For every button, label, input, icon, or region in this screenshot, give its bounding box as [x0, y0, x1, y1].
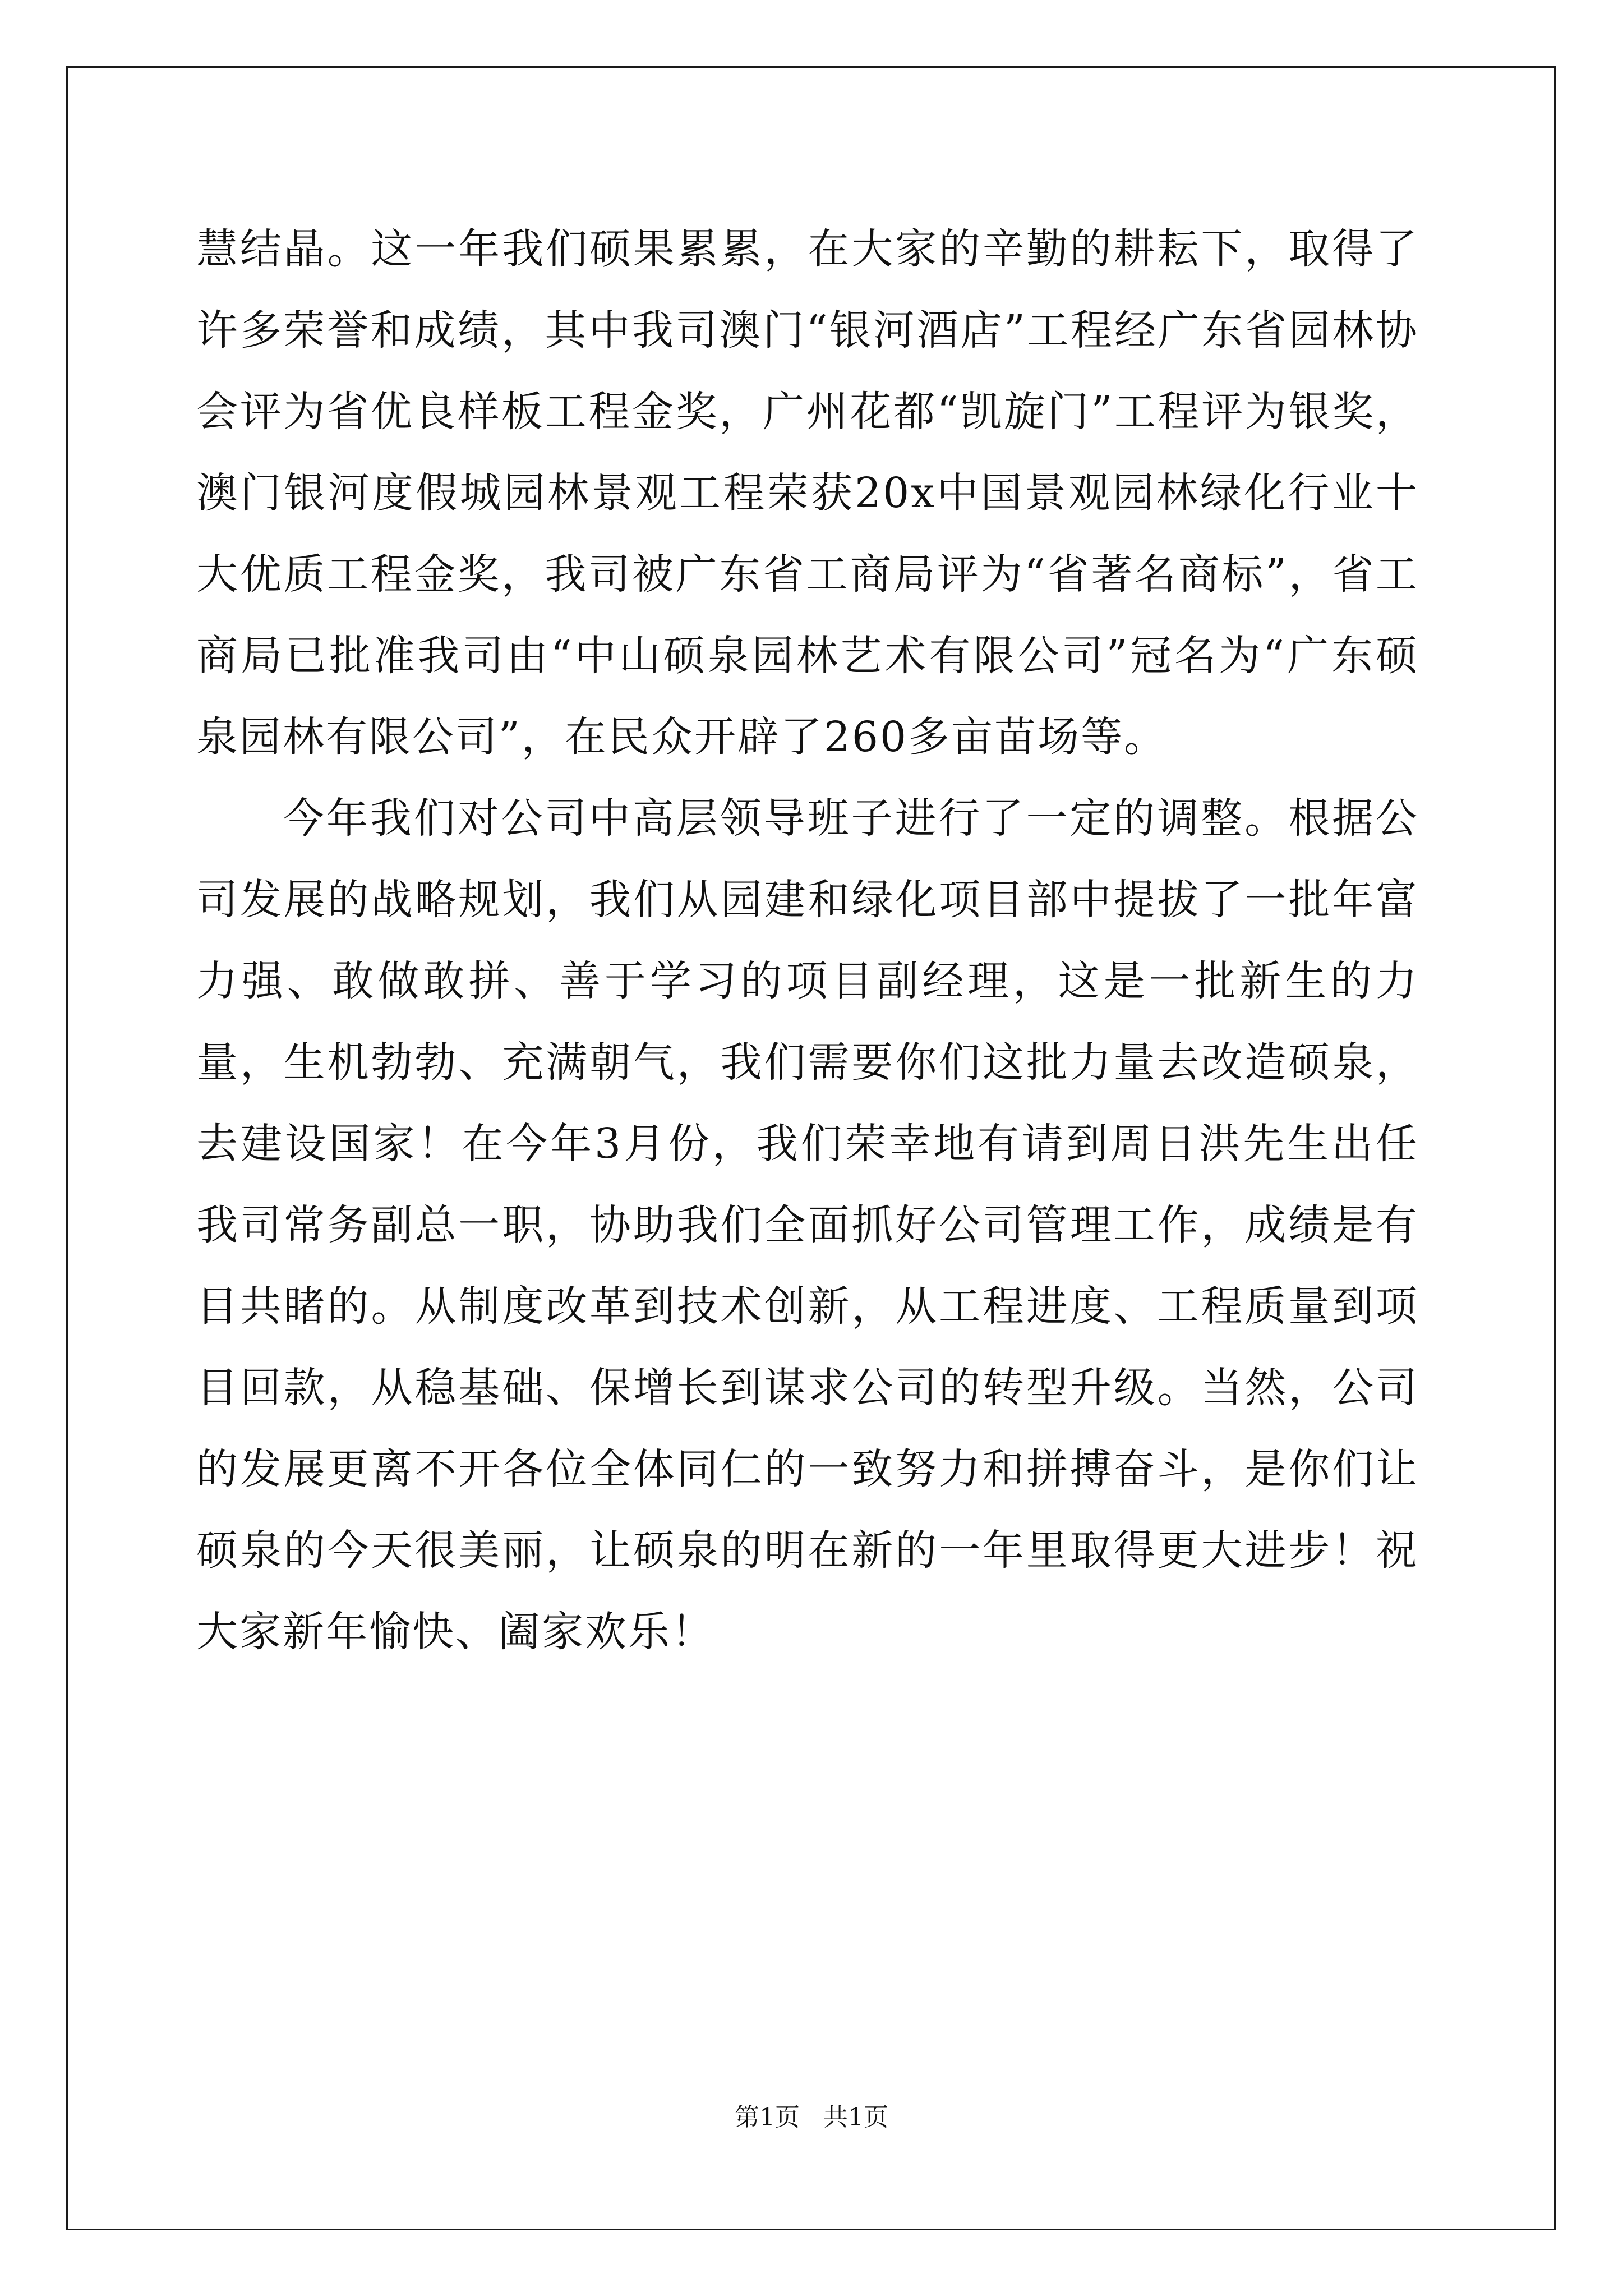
document-body	[196, 209, 1419, 1673]
page-number-current: 第1页	[735, 2103, 800, 2132]
page-footer	[0, 2101, 1623, 2134]
paragraph-leadership-adjustment: 今年我们对公司中高层领导班子进行了一定的调整。根据公司发展的战略规划，我们从园建和绿化项目部中提拔了一批年富力强、敢做敢拼、善于学习的项目副经理，这是一批新生的力量，生机勃勃、充满朝气，我们需要你们这批力量去改造硕泉，去建设国家！在今年3月份，我们荣幸地有请到周日洪先生出任我司常务副总一职，协助我们全面抓好公司管理工作，成绩是有目共睹的。从制度改革到技术创新，从工程进度、工程质量到项目回款，从稳基础、保增长到谋求公司的转型升级。当然，公司的发展更离不开各位全体同仁的一致努力和拼搏奋斗，是你们让硕泉的今天很美丽，让硕泉的明在新的一年里取得更大进步！祝大家新年愉快、阖家欢乐！	[196, 794, 1419, 1656]
paragraph-continuation: 慧结晶。这一年我们硕果累累，在大家的辛勤的耕耘下，取得了许多荣誉和成绩，其中我司澳门“银河酒店”工程经广东省园林协会评为省优良样板工程金奖，广州花都“凯旋门”工程评为银奖，澳门银河度假城园林景观工程荣获20x中国景观园林绿化行业十大优质工程金奖，我司被广东省工商局评为“省著名商标”，省工商局已批准我司由“中山硕泉园林艺术有限公司”冠名为“广东硕泉园林有限公司”，在民众开辟了260多亩苗场等。	[196, 225, 1419, 761]
page-number-total: 共1页	[823, 2103, 888, 2132]
